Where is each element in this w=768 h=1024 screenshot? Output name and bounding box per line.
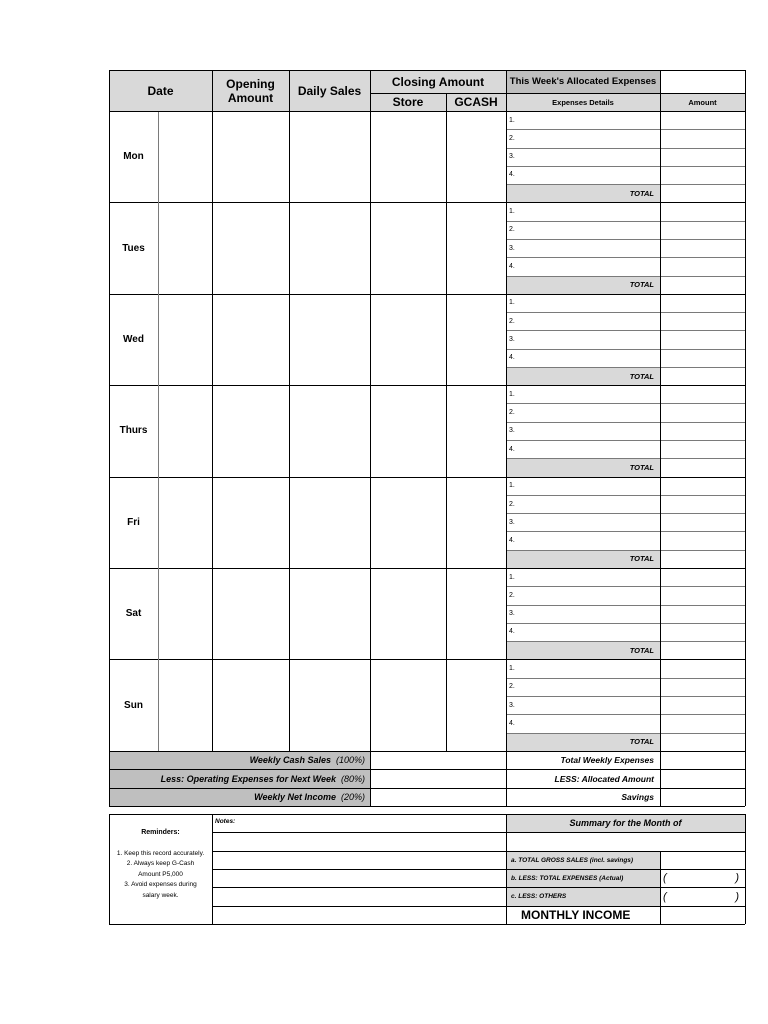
expense-detail-input[interactable] [518,166,660,184]
opening-amount-cell[interactable] [212,659,289,750]
store-cell[interactable] [370,659,446,750]
expense-number: 2. [509,226,515,234]
grid-line [506,495,745,496]
notes-line-input[interactable] [212,887,506,906]
store-cell[interactable] [370,294,446,385]
grid-line [212,906,745,907]
paren-close: ) [735,890,739,903]
gcash-cell[interactable] [446,385,506,476]
day-label-tues: Tues [122,242,145,254]
weekly-cash-sales-label [109,751,370,770]
grid-line [212,851,745,852]
reminder-line: 2. Always keep G-Cash [126,860,195,868]
expense-number: 2. [509,409,515,417]
amount-header: Amount [688,97,717,107]
grid-line [506,330,745,331]
total-label: TOTAL [629,371,654,381]
expense-amount-input[interactable] [660,568,745,586]
grid-line [506,166,745,167]
expense-amount-input[interactable] [660,330,745,348]
grid-line [506,257,745,258]
grid-line [212,832,745,833]
weekly-cash-sales-text: Weekly Cash Sales [249,755,331,766]
expense-number: 4. [509,262,515,270]
expense-detail-input[interactable] [518,605,660,623]
reminders-title: Reminders: [141,828,180,836]
less-others-label: c. LESS: OTHERS [511,893,567,900]
expense-number: 4. [509,537,515,545]
operating-expenses-right-value-input[interactable] [660,769,745,788]
opening-amount-cell[interactable] [212,385,289,476]
expense-detail-input[interactable] [518,513,660,531]
paren-open: ( [663,890,667,903]
summary-value-input[interactable] [672,887,733,906]
grid-line [109,806,745,807]
expense-detail-input[interactable] [518,568,660,586]
day-label-wed: Wed [123,333,144,345]
grid-line [506,221,745,222]
expense-detail-input[interactable] [518,477,660,495]
store-cell[interactable] [370,202,446,293]
reminder-line: salary week. [142,891,179,899]
daily-sales-cell[interactable] [289,111,370,202]
daily-sales-header: Daily Sales [297,83,362,98]
reminder-line: 1. Keep this record accurately. [116,849,205,857]
grid-line [506,623,745,624]
expense-number: 1. [509,208,515,216]
expense-amount-input[interactable] [660,129,745,147]
daily-sales-cell[interactable] [289,659,370,750]
weekly-net-income-value-input[interactable] [370,788,506,807]
grid-line [109,294,745,295]
grid-line [109,814,110,924]
day-label-fri: Fri [127,516,140,528]
gcash-cell[interactable] [446,294,506,385]
expense-number: 4. [509,171,515,179]
opening-amount-cell[interactable] [212,294,289,385]
store-header: Store [392,95,424,109]
expense-amount-input[interactable] [660,678,745,696]
grid-line [109,202,745,203]
expense-amount-input[interactable] [660,221,745,239]
expense-detail-input[interactable] [518,129,660,147]
expense-detail-input[interactable] [518,678,660,696]
expense-amount-input[interactable] [660,257,745,275]
expense-amount-input[interactable] [660,166,745,184]
grid-line [506,605,745,606]
expense-detail-input[interactable] [518,696,660,714]
expense-number: 2. [509,591,515,599]
expense-amount-input[interactable] [660,714,745,732]
expense-amount-input[interactable] [660,477,745,495]
grid-line [506,440,745,441]
expense-detail-input[interactable] [518,714,660,732]
grid-line [109,751,745,752]
total-label: TOTAL [629,280,654,290]
date-cell[interactable] [158,202,212,293]
expense-amount-input[interactable] [660,422,745,440]
grid-line [506,148,745,149]
operating-expenses-value-input[interactable] [370,769,506,788]
expense-detail-input[interactable] [518,239,660,257]
expense-detail-input[interactable] [518,148,660,166]
expense-number: 2. [509,134,515,142]
expense-number: 1. [509,665,515,673]
notes-line-input[interactable] [212,869,506,887]
expense-number: 4. [509,628,515,636]
expense-detail-input[interactable] [518,440,660,458]
grid-line [506,129,745,130]
grid-line [109,568,745,569]
expense-amount-input[interactable] [660,531,745,549]
grid-line [660,70,661,806]
total-amount-input[interactable] [660,276,745,294]
expense-amount-input[interactable] [660,440,745,458]
expense-amount-input[interactable] [660,513,745,531]
expense-number: 3. [509,335,515,343]
date-cell[interactable] [158,111,212,202]
gcash-cell[interactable] [446,111,506,202]
expense-amount-input[interactable] [660,403,745,421]
expense-amount-input[interactable] [660,605,745,623]
grid-line [506,239,745,240]
total-amount-input[interactable] [660,550,745,568]
expense-amount-input[interactable] [660,659,745,677]
summary-month-input[interactable] [506,832,745,851]
store-cell[interactable] [370,568,446,659]
grid-line [212,70,213,751]
expense-detail-input[interactable] [518,623,660,641]
daily-sales-cell[interactable] [289,202,370,293]
reminder-line: 3. Avoid expenses during [124,881,197,889]
grid-line [506,422,745,423]
expense-number: 1. [509,390,515,398]
opening-amount-cell[interactable] [212,111,289,202]
weekly-net-income-text: Weekly Net Income [254,792,336,803]
expense-detail-input[interactable] [518,531,660,549]
weekly-net-income-percent: (20%) [340,792,365,803]
day-label-sun: Sun [124,699,143,711]
notes-line-input[interactable] [212,814,506,832]
total-amount-input[interactable] [660,367,745,385]
expense-number: 2. [509,683,515,691]
total-amount-input[interactable] [660,641,745,659]
total-label: TOTAL [629,645,654,655]
expense-detail-input[interactable] [518,312,660,330]
grid-line [158,111,159,751]
expense-detail-input[interactable] [518,422,660,440]
allocated-expenses-header: This Week's Allocated Expenses [509,76,657,87]
date-cell[interactable] [158,477,212,568]
notes-line-input[interactable] [212,906,506,924]
operating-expenses-percent: (80%) [340,773,365,784]
expense-number: 2. [509,317,515,325]
date-header: Date [147,83,174,98]
reminder-line: Amount P5,000 [138,870,183,878]
grid-line [506,349,745,350]
gross-sales-input[interactable] [660,851,745,869]
expense-number: 3. [509,518,515,526]
weekly-cash-sales-percent: (100%) [335,755,365,766]
expense-number: 4. [509,719,515,727]
weekly-cash-sales-value-input[interactable] [370,751,506,770]
monthly-income-input[interactable] [660,906,745,924]
grid-line [506,403,745,404]
weekly-cash-sales-right-value-input[interactable] [660,751,745,770]
expense-detail-input[interactable] [518,586,660,604]
summary-value-input[interactable] [672,869,733,887]
operating-expenses-text: Less: Operating Expenses for Next Week [160,773,336,784]
daily-sales-cell[interactable] [289,385,370,476]
expense-amount-input[interactable] [660,495,745,513]
day-label-thurs: Thurs [119,425,148,437]
notes-label: Notes: [215,818,236,825]
operating-expenses-right-label: LESS: Allocated Amount [554,773,654,784]
paren-open: ( [663,872,667,884]
date-cell[interactable] [158,568,212,659]
opening-amount-cell[interactable] [212,568,289,659]
expense-number: 1. [509,299,515,307]
expense-number: 2. [509,500,515,508]
total-label: TOTAL [629,554,654,564]
expense-detail-input[interactable] [518,202,660,220]
expense-amount-input[interactable] [660,202,745,220]
grid-line [109,477,745,478]
expense-detail-input[interactable] [518,385,660,403]
operating-expenses-label [109,769,370,788]
opening-amount-header: Opening Amount [226,76,275,105]
total-label: TOTAL [629,737,654,747]
grid-line [109,111,745,112]
expense-amount-input[interactable] [660,385,745,403]
weekly-net-income-label [109,788,370,807]
expense-number: 1. [509,116,515,124]
expense-detail-input[interactable] [518,257,660,275]
grid-line [109,70,110,806]
grid-line [506,70,507,806]
weekly-net-income-right-label: Savings [621,792,654,803]
grid-line [506,586,745,587]
gross-sales-label: a. TOTAL GROSS SALES (incl. savings) [511,856,634,864]
expense-amount-input[interactable] [660,148,745,166]
monthly-income-label: MONTHLY INCOME [521,908,631,922]
gcash-cell[interactable] [446,568,506,659]
grid-line [745,70,746,806]
total-label: TOTAL [629,188,654,198]
expense-number: 3. [509,610,515,618]
expense-detail-input[interactable] [518,330,660,348]
daily-sales-cell[interactable] [289,477,370,568]
grid-line [370,93,745,94]
daily-sales-cell[interactable] [289,568,370,659]
total-amount-input[interactable] [660,733,745,751]
weekly-net-income-right-value-input[interactable] [660,788,745,807]
grid-line [109,659,745,660]
grid-line [446,93,447,751]
expense-amount-input[interactable] [660,239,745,257]
store-cell[interactable] [370,111,446,202]
expense-detail-input[interactable] [518,294,660,312]
gcash-header: GCASH [454,95,498,109]
closing-amount-header: Closing Amount [391,74,485,89]
expense-number: 4. [509,354,515,362]
day-label-mon: Mon [123,151,144,163]
expense-number: 1. [509,573,515,581]
store-cell[interactable] [370,385,446,476]
expense-amount-input[interactable] [660,696,745,714]
notes-line-input[interactable] [212,832,506,851]
grid-line [109,814,745,815]
paren-close: ) [735,872,739,884]
expense-detail-input[interactable] [518,221,660,239]
weekly-cash-sales-right-label: Total Weekly Expenses [560,755,654,766]
grid-line [109,70,745,71]
expense-amount-input[interactable] [660,349,745,367]
grid-line [506,312,745,313]
grid-line [212,869,745,870]
date-cell[interactable] [158,659,212,750]
expense-detail-input[interactable] [518,403,660,421]
grid-line [506,696,745,697]
date-cell[interactable] [158,294,212,385]
expense-number: 3. [509,427,515,435]
grid-line [109,924,745,925]
gcash-cell[interactable] [446,659,506,750]
total-label: TOTAL [629,462,654,472]
grid-line [370,70,371,806]
expense-amount-input[interactable] [660,294,745,312]
total-amount-input[interactable] [660,184,745,202]
gcash-cell[interactable] [446,477,506,568]
expense-detail-input[interactable] [518,111,660,129]
grid-line [506,513,745,514]
summary-title: Summary for the Month of [569,818,682,828]
expense-number: 3. [509,244,515,252]
grid-line [506,531,745,532]
expense-detail-input[interactable] [518,659,660,677]
grid-line [212,887,745,888]
expense-number: 3. [509,701,515,709]
grid-line [109,385,745,386]
expense-number: 1. [509,482,515,490]
gcash-cell[interactable] [446,202,506,293]
grid-line [506,678,745,679]
grid-line [289,70,290,751]
grid-line [109,788,745,789]
daily-sales-cell[interactable] [289,294,370,385]
expense-amount-input[interactable] [660,111,745,129]
grid-line [506,714,745,715]
expenses-details-header: Expenses Details [552,97,614,107]
day-label-sat: Sat [125,608,142,620]
expense-detail-input[interactable] [518,495,660,513]
grid-line [745,814,746,924]
opening-amount-cell[interactable] [212,477,289,568]
grid-line [109,769,745,770]
expense-amount-input[interactable] [660,312,745,330]
expense-number: 4. [509,445,515,453]
total-amount-input[interactable] [660,458,745,476]
expense-amount-input[interactable] [660,623,745,641]
expense-detail-input[interactable] [518,349,660,367]
store-cell[interactable] [370,477,446,568]
expense-number: 3. [509,153,515,161]
notes-line-input[interactable] [212,851,506,869]
date-cell[interactable] [158,385,212,476]
less-expenses-label: b. LESS: TOTAL EXPENSES (Actual) [511,874,624,882]
expense-amount-input[interactable] [660,586,745,604]
opening-amount-cell[interactable] [212,202,289,293]
